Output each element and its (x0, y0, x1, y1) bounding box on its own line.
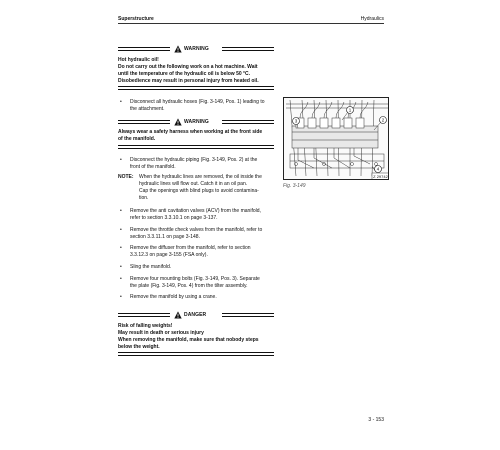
danger-label: DANGER (184, 311, 207, 318)
header-divider (118, 23, 384, 24)
callout-label: 1 (348, 107, 352, 113)
note-label: NOTE: (118, 174, 134, 180)
figure-manifold-illustration (283, 97, 389, 180)
step-disconnect-piping: • Disconnect the hydraulic piping (Fig. 3-149, Pos. 2) at the front of the manifold. (120, 157, 258, 170)
warning-text: Hot hydraulic oil! Do not carry out the following work on a hot machine. Wait until the temperature of the hydraulic oil is below 50 °C. Disobedience may result in personal injury from heated oil. (118, 57, 259, 84)
manifold-drawing (284, 98, 389, 180)
warning-text: Always wear a safety harness when working at the front side of the manifold. (118, 129, 263, 142)
callout-label: 2 (381, 117, 385, 123)
warning-label: WARNING (184, 45, 209, 52)
danger-icon (174, 311, 182, 319)
figure-code: Z 29742 (373, 174, 388, 179)
step-sling-manifold: • Sling the manifold. (120, 264, 172, 270)
warning-label: WARNING (184, 118, 209, 125)
step-remove-manifold: • Remove the manifold by using a crane. (120, 294, 217, 300)
warning-banner (118, 45, 274, 54)
header-chapter: Hydraulics (360, 16, 384, 22)
warning-icon (174, 45, 182, 53)
warning-bottom-rule (118, 86, 274, 90)
warning-banner (118, 118, 274, 127)
note-block: NOTE: When the hydraulic lines are removed, the oil inside the hydraulic lines will flow out. Catch it in an oil pan. Cap the openings with blind plugs to avoid contamina- tion. (118, 174, 262, 201)
callout-label: 4 (376, 166, 380, 172)
danger-banner (118, 311, 274, 320)
step-remove-throttle-valves: • Remove the throttle check valves from the manifold, refer to section 3.3.11.1 on page 3-148. (120, 227, 263, 240)
step-remove-bolts: • Remove four mounting bolts (Fig. 3-149, Pos. 3). Separate the plate (Fig. 3-149, Pos. 4) from the tilter assembly. (120, 276, 260, 289)
danger-text: Risk of falling weights! May result in death or serious injury When removing the manifold, make sure that nobody steps below the weight. (118, 323, 259, 350)
figure-caption: Fig. 3-149 (283, 183, 306, 189)
step-disconnect-hoses: • Disconnect all hydraulic hoses (Fig. 3-149, Pos. 1) leading to the attachment. (120, 99, 265, 112)
warning-bottom-rule (118, 145, 274, 149)
page-number: 3 - 153 (368, 417, 384, 423)
step-remove-acv: • Remove the anti cavitation valves (ACV) from the manifold, refer to section 3.3.10.1 on page 3-137. (120, 208, 261, 221)
danger-bottom-rule (118, 352, 274, 356)
callout-label: 3 (294, 118, 298, 124)
step-remove-diffuser: • Remove the diffuser from the manifold, refer to section 3.3.12.3 on page 3-155 (FSA only). (120, 245, 251, 258)
header-section: Superstructure (118, 16, 154, 22)
warning-icon (174, 118, 182, 126)
